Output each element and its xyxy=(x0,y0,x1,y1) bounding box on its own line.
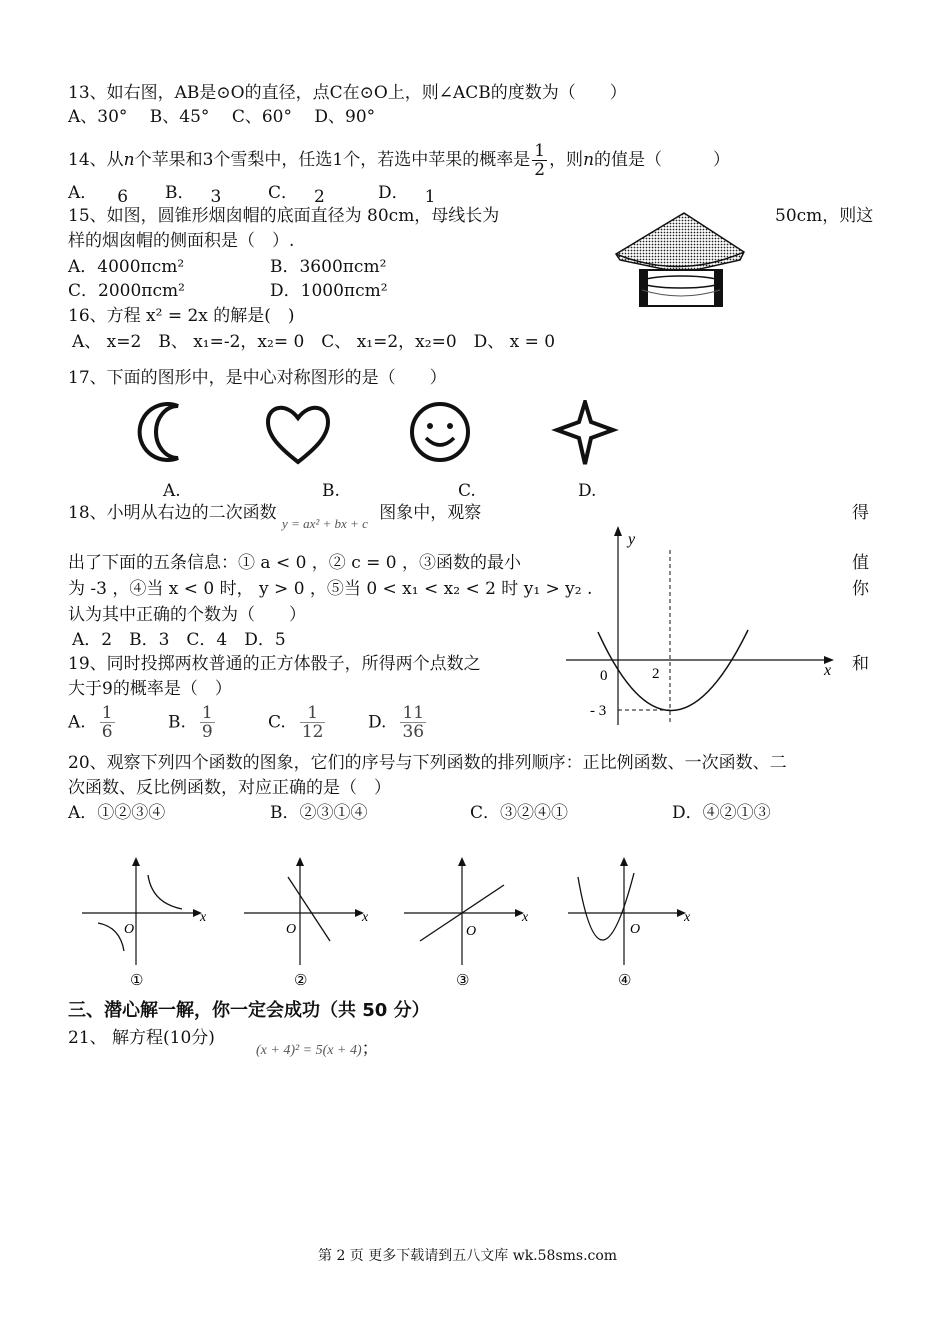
q15-line1: 15、如图，圆锥形烟囱帽的底面直径为 80cm，母线长为 xyxy=(68,206,500,226)
q18-line3: 为 -3 ，④当 x < 0 时， y > 0 ，⑤当 0 < x₁ < x₂ < 2 时 y₁ > y₂ . xyxy=(68,579,593,599)
q17-label-a: A. xyxy=(163,481,181,501)
q18-parabola-graph xyxy=(560,520,850,730)
q15-opt-d: D．1000πcm² xyxy=(270,281,388,301)
q15-opt-c: C．2000πcm² xyxy=(68,281,185,301)
svg-text:④: ④ xyxy=(618,973,632,989)
q20-opt-d: D．④②①③ xyxy=(672,803,771,823)
q15-opt-b: B．3600πcm² xyxy=(270,257,387,277)
chimney-cap-figure xyxy=(612,210,748,310)
q15-line1-right: 50cm，则这 xyxy=(775,206,874,226)
q13-options: A、30° B、45° C、60° D、90° xyxy=(68,107,376,127)
q14-opt-c: C． 2 xyxy=(268,183,325,207)
svg-text:x: x xyxy=(522,910,529,925)
q18-line3-right: 你 xyxy=(852,579,869,599)
q17-shapes xyxy=(130,400,630,470)
crescent-moon-icon xyxy=(140,404,178,460)
q17-label-b: B. xyxy=(322,481,340,501)
q18-options: A．2 B．3 C．4 D．5 xyxy=(72,630,286,650)
svg-text:O: O xyxy=(286,922,297,937)
smiley-face-icon xyxy=(412,404,468,460)
q16-stem: 16、方程 x² = 2x 的解是( ) xyxy=(68,306,295,326)
svg-text:①: ① xyxy=(130,973,144,989)
svg-text:O: O xyxy=(630,922,641,937)
q21-equation-line: (x + 4)² = 5(x + 4)； xyxy=(256,1039,379,1059)
svg-text:O: O xyxy=(466,924,477,939)
q20-opt-b: B．②③①④ xyxy=(270,803,368,823)
q13-stem: 13、如右图，AB是⊙O的直径，点C在⊙O上，则∠ACB的度数为（ ） xyxy=(68,83,627,103)
q18-line2-right: 值 xyxy=(852,553,869,573)
q18-y-axis-label: y xyxy=(628,531,636,548)
q17-label-c: C. xyxy=(458,481,476,501)
svg-text:③: ③ xyxy=(456,973,470,989)
q20-graph-1 xyxy=(82,857,207,989)
q18-line2: 出了下面的五条信息：① a < 0 ，② c = 0 ，③函数的最小 xyxy=(68,553,522,573)
q14-stem: 14、从n个苹果和3个雪梨中，任选1个，若选中苹果的概率是 $\frac{1}{2}$ ，则n的值是（ ） xyxy=(68,141,731,180)
q16-options: A、 x=2 B、 x₁=-2，x₂= 0 C、 x₁=2，x₂=0 D、 x = 0 xyxy=(72,332,556,352)
q20-opt-c: C．③②④① xyxy=(470,803,569,823)
q18-x-axis-label: x xyxy=(824,662,832,679)
q18-origin-label: 0 xyxy=(600,668,608,684)
q14-opt-a: A． 6 xyxy=(68,183,129,207)
q17-label-d: D. xyxy=(578,481,597,501)
q20-graph-4 xyxy=(568,857,691,989)
q21-stem: 21、 解方程(10分) xyxy=(68,1028,215,1048)
q14-opt-d: D． 1 xyxy=(378,183,436,207)
section-3-heading: 三、潜心解一解，你一定会成功（共 50 分） xyxy=(68,1000,430,1021)
svg-text:x: x xyxy=(200,910,207,925)
q18-formula: y = ax² + bx + c xyxy=(282,516,368,531)
q15-line2: 样的烟囱帽的侧面积是（ ）. xyxy=(68,231,295,251)
q20-graph-3 xyxy=(404,857,529,989)
q20-graph-2 xyxy=(244,857,369,989)
q20-opt-a: A．①②③④ xyxy=(68,803,166,823)
q19-line1: 19、同时投掷两枚普通的正方体骰子，所得两个点数之 xyxy=(68,654,481,674)
q19-line1-right: 和 xyxy=(852,654,869,674)
svg-text:②: ② xyxy=(294,973,308,989)
svg-text:O: O xyxy=(124,922,135,937)
q20-line1: 20、观察下列四个函数的图象，它们的序号与下列函数的排列顺序：正比例函数、一次函数、二 xyxy=(68,753,787,773)
four-point-star-icon xyxy=(557,402,613,464)
q20-graphs xyxy=(78,855,708,995)
q19-opt-d: D. $\frac{11}{36}$ xyxy=(368,703,425,742)
q15-opt-a: A．4000πcm² xyxy=(68,257,185,277)
q19-opt-a: A. $\frac{1}{6}$ xyxy=(68,703,113,742)
q18-tick-2: 2 xyxy=(652,666,660,682)
q19-line2: 大于9的概率是（ ） xyxy=(68,679,232,699)
svg-text:x: x xyxy=(684,910,691,925)
q18-line1: 18、小明从右边的二次函数 $_{y = ax^2 + bx + c}$ 图象中，观察 xyxy=(68,503,482,531)
q19-opt-b: B. $\frac{1}{9}$ xyxy=(168,703,213,742)
q14-fraction: $\frac{1}{2}$ xyxy=(534,141,546,180)
page-footer: 第 2 页 更多下载请到五八文库 wk.58sms.com xyxy=(318,1248,618,1264)
q14-opt-b: B． 3 xyxy=(165,183,222,207)
q19-opt-c: C. $\frac{1}{12}$ xyxy=(268,703,324,742)
q20-line2: 次函数、反比例函数，对应正确的是（ ） xyxy=(68,778,391,798)
q17-stem: 17、下面的图形中，是中心对称图形的是（ ） xyxy=(68,368,447,388)
q18-tick-minus3: - 3 xyxy=(590,703,607,719)
q21-equation: (x + 4)² = 5(x + 4) xyxy=(256,1043,362,1058)
q18-line4: 认为其中正确的个数为（ ） xyxy=(68,605,306,625)
heart-icon xyxy=(268,408,328,462)
q18-line1-right: 得 xyxy=(852,503,869,523)
svg-text:x: x xyxy=(362,910,369,925)
